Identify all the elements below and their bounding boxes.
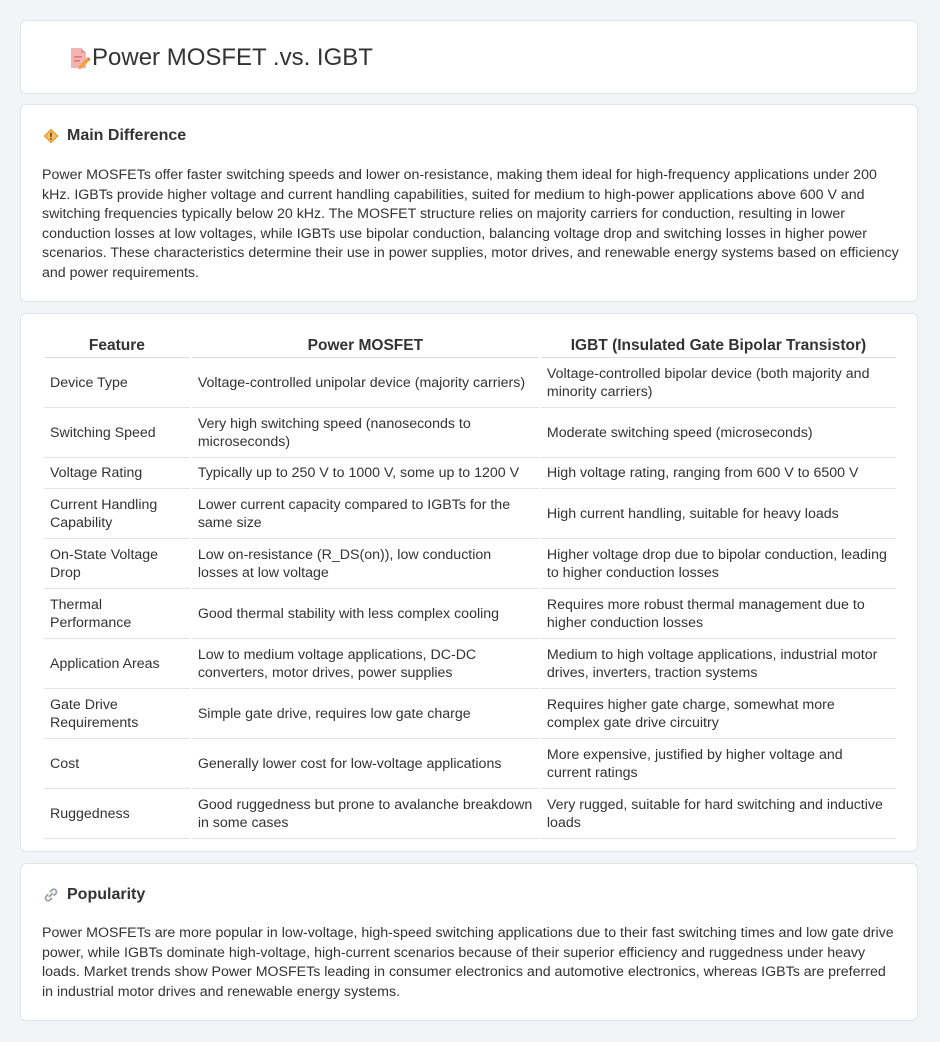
table-row: [44, 358, 896, 408]
feature-cell: Gate Drive Requirements: [44, 689, 190, 739]
mosfet-cell: Generally lower cost for low-voltage applications: [192, 739, 539, 789]
feature-cell: Application Areas: [44, 639, 190, 689]
main-difference-header: [43, 127, 186, 145]
comparison-table-card: [20, 313, 918, 852]
mosfet-cell: Simple gate drive, requires low gate charge: [192, 689, 539, 739]
mosfet-cell: Low to medium voltage applications, DC-DC converters, motor drives, power supplies: [192, 639, 539, 689]
table-row: [44, 408, 896, 458]
mosfet-cell: Lower current capacity compared to IGBTs for the same size: [192, 489, 539, 539]
main-difference-text: Power MOSFETs offer faster switching speeds and lower on-resistance, making them ideal for high-frequency applications under 200 kHz. IGBTs provide higher voltage and current handling capabilities, suited for medium to high-power applications above 600 V and switching frequencies typically below 20 kHz. The MOSFET structure relies on majority carriers for conduction, resulting in lower conduction losses at low voltages, while IGBTs use bipolar conduction, balancing voltage drop and switching losses in higher power scenarios. These characteristics determine their use in power supplies, motor drives, and renewable energy systems based on efficiency and power requirements.: [42, 167, 899, 281]
mosfet-cell: Very high switching speed (nanoseconds to microseconds): [192, 408, 539, 458]
header-feature: Feature: [44, 334, 190, 358]
page-title: Power MOSFET .vs. IGBT: [92, 44, 373, 71]
main-difference-heading: Main Difference: [67, 127, 187, 144]
warning-diamond-icon: [43, 128, 59, 144]
igbt-cell: Moderate switching speed (microseconds): [541, 408, 896, 458]
header-igbt: IGBT (Insulated Gate Bipolar Transistor): [541, 334, 896, 358]
table-row: [44, 689, 896, 739]
table-row: [44, 489, 896, 539]
igbt-cell: More expensive, justified by higher voltage and current ratings: [541, 739, 896, 789]
igbt-cell: High voltage rating, ranging from 600 V to 6500 V: [541, 458, 896, 489]
mosfet-cell: Voltage-controlled unipolar device (majority carriers): [192, 358, 539, 408]
feature-cell: Current Handling Capability: [44, 489, 190, 539]
feature-cell: Voltage Rating: [44, 458, 190, 489]
feature-cell: Ruggedness: [44, 789, 190, 839]
igbt-cell: Requires more robust thermal management due to higher conduction losses: [541, 589, 896, 639]
link-icon: [43, 887, 59, 903]
mosfet-cell: Typically up to 250 V to 1000 V, some up to 1200 V: [192, 458, 539, 489]
popularity-text: Power MOSFETs are more popular in low-voltage, high-speed switching applications due to their fast switching times and low gate drive power, while IGBTs dominate high-voltage, high-current scenarios because of their superior efficiency and ruggedness under heavy loads. Market trends show Power MOSFETs leading in consumer electronics and automotive electronics, whereas IGBTs are preferred in industrial motor drives and renewable energy systems.: [42, 925, 894, 1000]
igbt-cell: High current handling, suitable for heavy loads: [541, 489, 896, 539]
table-row: [44, 458, 896, 489]
popularity-card: [20, 863, 918, 1021]
feature-cell: Device Type: [44, 358, 190, 408]
title-card: [20, 20, 918, 94]
feature-cell: On-State Voltage Drop: [44, 539, 190, 589]
table-row: [44, 539, 896, 589]
popularity-heading: Popularity: [67, 886, 146, 903]
feature-cell: Cost: [44, 739, 190, 789]
popularity-header: [43, 886, 145, 904]
table-row: [44, 739, 896, 789]
igbt-cell: Higher voltage drop due to bipolar conduction, leading to higher conduction losses: [541, 539, 896, 589]
feature-cell: Switching Speed: [44, 408, 190, 458]
main-difference-card: [20, 104, 918, 302]
comparison-table: [42, 334, 898, 839]
igbt-cell: Medium to high voltage applications, industrial motor drives, inverters, traction systems: [541, 639, 896, 689]
table-header-row: [44, 334, 896, 358]
mosfet-cell: Good ruggedness but prone to avalanche breakdown in some cases: [192, 789, 539, 839]
table-row: [44, 589, 896, 639]
table-row: [44, 639, 896, 689]
feature-cell: Thermal Performance: [44, 589, 190, 639]
igbt-cell: Voltage-controlled bipolar device (both majority and minority carriers): [541, 358, 896, 408]
mosfet-cell: Good thermal stability with less complex cooling: [192, 589, 539, 639]
table-row: [44, 789, 896, 839]
igbt-cell: Very rugged, suitable for hard switching and inductive loads: [541, 789, 896, 839]
document-pencil-icon: [67, 46, 91, 70]
header-power-mosfet: Power MOSFET: [192, 334, 539, 358]
igbt-cell: Requires higher gate charge, somewhat more complex gate drive circuitry: [541, 689, 896, 739]
mosfet-cell: Low on-resistance (R_DS(on)), low conduction losses at low voltage: [192, 539, 539, 589]
